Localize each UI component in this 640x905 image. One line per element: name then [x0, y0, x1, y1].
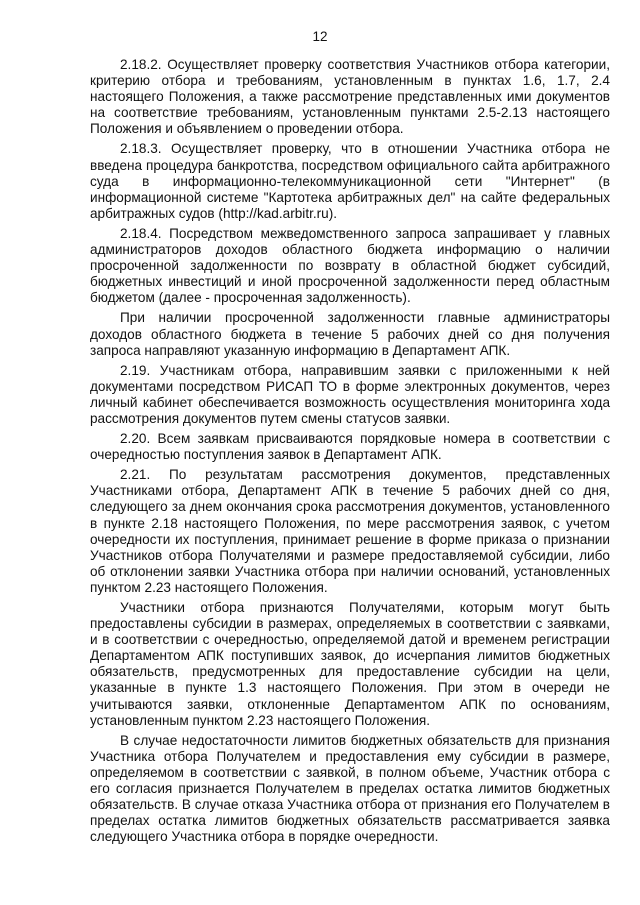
- paragraph-2-20: 2.20. Всем заявкам присваиваются порядковые номера в соответствии с очередностью поступления заявок в Департамент АПК.: [90, 431, 610, 463]
- document-body: [90, 57, 610, 849]
- paragraph-2-18-4: 2.18.4. Посредством межведомственного запроса запрашивает у главных администраторов доходов областного бюджета информацию о наличии просроченной задолженности по возврату в областной бюджет субсидий, бюджетных инвестиций и иной просроченной задолженности перед областным бюджетом (далее - просроченная задолженность).: [90, 225, 610, 306]
- paragraph-2-18-2: 2.18.2. Осуществляет проверку соответствия Участников отбора категории, критерию отбора и требованиям, установленным в пунктах 1.6, 1.7, 2.4 настоящего Положения, а также рассмотрение представленных ими документов на соответствие требованиям, установленным пунктами 2.5-2.13 настоящего Положения и объявлением о проведении отбора.: [90, 57, 610, 137]
- page-number: 12: [312, 29, 328, 44]
- paragraph-2-19: 2.19. Участникам отбора, направившим заявки с приложенными к ней документами посредством РИСАП ТО в форме электронных документов, через личный кабинет обеспечивается возможность осуществления мониторинга хода рассмотрения документов путем смены статусов заявки.: [90, 362, 610, 426]
- paragraph-2-21: 2.21. По результатам рассмотрения документов, представленных Участниками отбора, Департамент АПК в течение 5 рабочих дней со дня, следующего за днем окончания срока рассмотрения документов, установленного в пункте 2.18 настоящего Положения, по мере рассмотрения заявок, с учетом очередности их поступления, принимает решение в форме приказа о признании Участников отбора Получателями и размере предоставляемой субсидии, либо об отклонении заявки Участника отбора при наличии оснований, установленных пунктом 2.23 настоящего Положения.: [90, 467, 610, 595]
- paragraph-recipients: Участники отбора признаются Получателями, которым могут быть предоставлены субсидии в размерах, определяемых в соответствии с заявками, и в соответствии с очередностью, определяемой датой и временем регистрации Департаментом АПК поступивших заявок, до исчерпания лимитов бюджетных обязательств, предусмотренных для предоставление субсидии на цели, указанные в пункте 1.3 настоящего Положения. При этом в очереди не учитываются заявки, отклоненные Департаментом АПК по основаниям, установленным пунктом 2.23 настоящего Положения.: [90, 600, 610, 728]
- paragraph-2-18-3: 2.18.3. Осуществляет проверку, что в отношении Участника отбора не введена процедура банкротства, посредством официального сайта арбитражного суда в информационно-телекоммуникационной сети "Интернет" (в информационной системе "Картотека арбитражных дел" на сайте федеральных арбитражных судов (http://kad.arbitr.ru).: [90, 141, 610, 221]
- paragraph-overdue-debt: При наличии просроченной задолженности главные администраторы доходов областного бюджета в течение 5 рабочих дней со дня получения запроса направляют указанную информацию в Департамент АПК.: [90, 310, 610, 358]
- paragraph-insufficient-limits: В случае недостаточности лимитов бюджетных обязательств для признания Участника отбора Получателем и предоставления ему субсидии в размере, определяемом в соответствии с заявкой, в полном объеме, Участник отбора с его согласия признается Получателем в пределах остатка лимитов бюджетных обязательств. В случае отказа Участника отбора от признания его Получателем в пределах остатка лимитов бюджетных обязательств рассматривается заявка следующего Участника отбора в порядке очередности.: [90, 732, 610, 845]
